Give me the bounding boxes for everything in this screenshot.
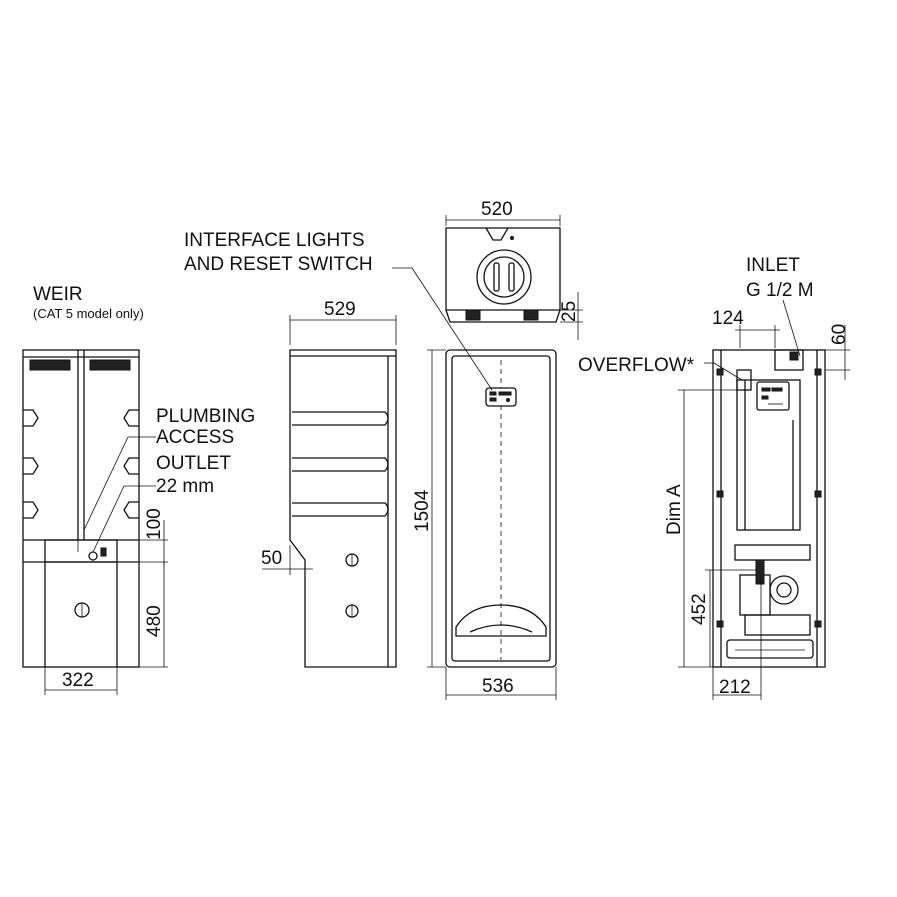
- weir-grille-right: [90, 360, 130, 370]
- dim-25: 25: [559, 300, 580, 322]
- dim-a-label: Dim A: [664, 484, 685, 535]
- outlet-label-line1: OUTLET: [156, 453, 231, 474]
- interface-panel: [486, 388, 516, 406]
- dim-322: 322: [62, 670, 94, 691]
- weir-note: (CAT 5 model only): [33, 306, 144, 321]
- dim-212: 212: [719, 677, 751, 698]
- outlet-port: [89, 552, 97, 560]
- internal-view: [678, 300, 850, 700]
- side-view: [262, 315, 396, 667]
- overflow-label: OVERFLOW*: [578, 355, 695, 376]
- inlet-label-line2: G 1/2 M: [746, 280, 814, 301]
- plumbing-label-line1: PLUMBING: [156, 406, 256, 427]
- front-view: [392, 268, 556, 700]
- dim-124: 124: [712, 308, 744, 329]
- dim-536: 536: [482, 676, 514, 697]
- dim-100: 100: [144, 508, 165, 540]
- inlet-label-line1: INLET: [746, 255, 800, 276]
- dim-60: 60: [829, 323, 850, 345]
- interface-label-line2: AND RESET SWITCH: [184, 254, 373, 275]
- weir-grille-left: [30, 360, 70, 370]
- dim-529: 529: [324, 299, 356, 320]
- dim-1504: 1504: [412, 489, 433, 532]
- dim-452: 452: [689, 593, 710, 625]
- plumbing-label-line2: ACCESS: [156, 427, 235, 448]
- weir-label: WEIR: [33, 284, 83, 305]
- dim-520: 520: [481, 199, 513, 220]
- outlet-label-line2: 22 mm: [156, 476, 215, 497]
- dim-50: 50: [261, 548, 283, 569]
- dim-480: 480: [144, 605, 165, 637]
- interface-label-line1: INTERFACE LIGHTS: [184, 230, 365, 251]
